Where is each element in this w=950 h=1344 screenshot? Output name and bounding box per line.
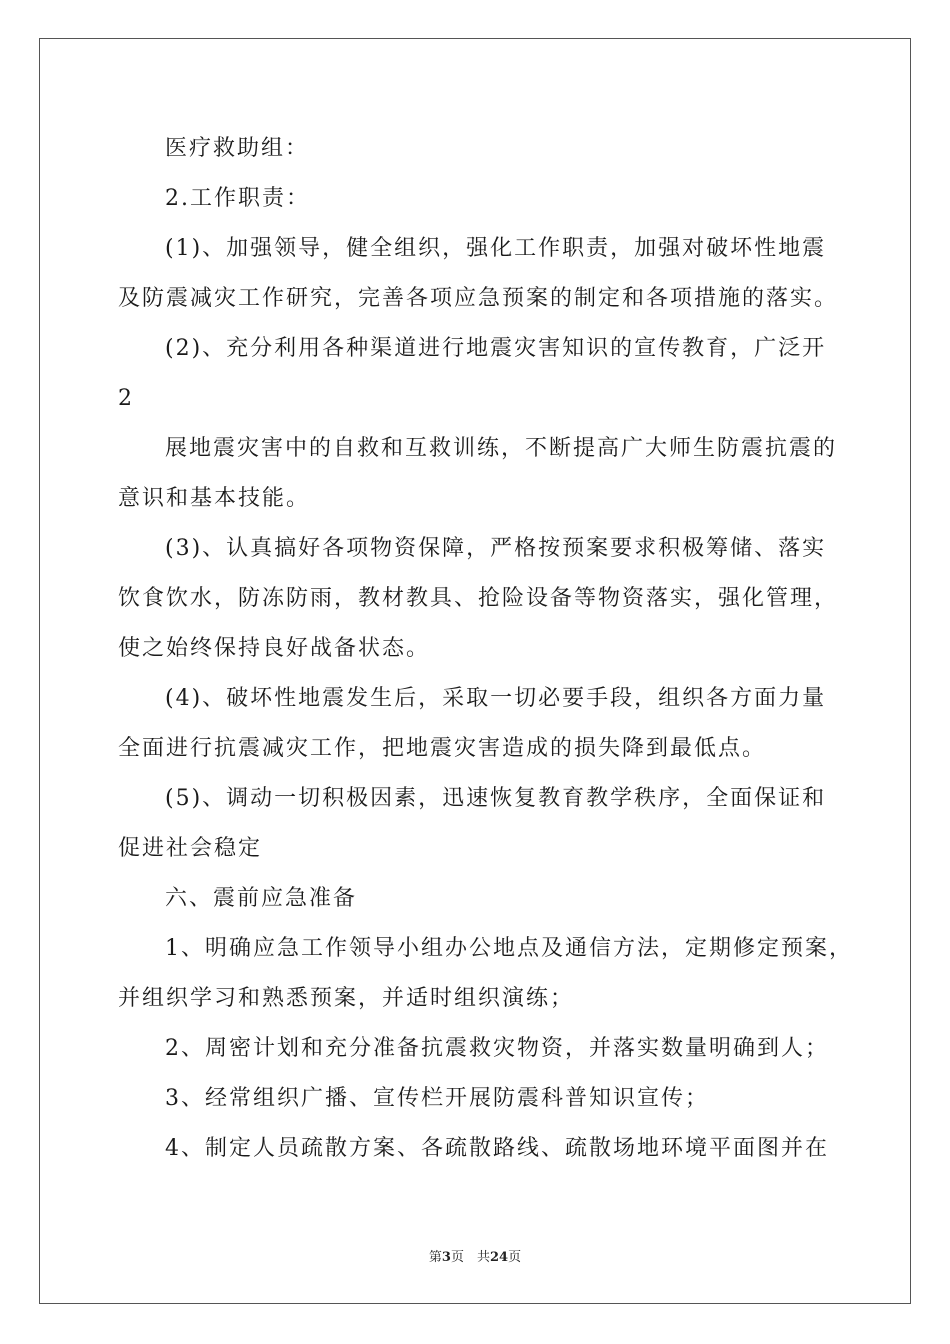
page-number-mark: 2 — [118, 386, 134, 411]
text-line: 全面进行抗震减灾工作，把地震灾害造成的损失降到最低点。 — [118, 736, 767, 761]
text-line: 及防震减灾工作研究，完善各项应急预案的制定和各项措施的落实。 — [118, 286, 839, 311]
footer-mid: 页 共 — [450, 1250, 490, 1265]
text-line: 4、制定人员疏散方案、各疏散路线、疏散场地环境平面图并在 — [165, 1136, 829, 1161]
text-line: 1、明确应急工作领导小组办公地点及通信方法，定期修定预案， — [165, 936, 853, 961]
footer-prefix: 第 — [428, 1250, 442, 1265]
footer-page-number: 3 — [441, 1250, 451, 1265]
footer-total-pages: 24 — [489, 1250, 509, 1265]
page-border — [39, 38, 911, 1304]
text-line: (1)、加强领导，健全组织，强化工作职责，加强对破坏性地震 — [165, 236, 827, 261]
text-line: 使之始终保持良好战备状态。 — [118, 636, 431, 661]
text-line: (4)、破坏性地震发生后，采取一切必要手段，组织各方面力量 — [165, 686, 827, 711]
text-line: 2.工作职责： — [165, 186, 310, 211]
text-line: 医疗救助组： — [165, 136, 310, 161]
text-line: 2、周密计划和充分准备抗震救灾物资，并落实数量明确到人； — [165, 1036, 829, 1061]
text-line: 展地震灾害中的自救和互救训练，不断提高广大师生防震抗震的 — [165, 436, 838, 461]
text-line: 意识和基本技能。 — [118, 486, 311, 511]
text-line: (3)、认真搞好各项物资保障，严格按预案要求积极筹储、落实 — [165, 536, 827, 561]
section-heading: 六、震前应急准备 — [165, 886, 358, 911]
text-line: 3、经常组织广播、宣传栏开展防震科普知识宣传； — [165, 1086, 709, 1111]
text-line: 并组织学习和熟悉预案，并适时组织演练； — [118, 986, 575, 1011]
text-line: 饮食饮水，防冻防雨，教材教具、抢险设备等物资落实，强化管理， — [118, 586, 839, 611]
text-line: (2)、充分利用各种渠道进行地震灾害知识的宣传教育，广泛开 — [165, 336, 827, 361]
footer-suffix: 页 — [508, 1250, 522, 1265]
text-line: (5)、调动一切积极因素，迅速恢复教育教学秩序，全面保证和 — [165, 786, 827, 811]
text-line: 促进社会稳定 — [118, 836, 263, 861]
page-footer — [0, 1246, 950, 1265]
